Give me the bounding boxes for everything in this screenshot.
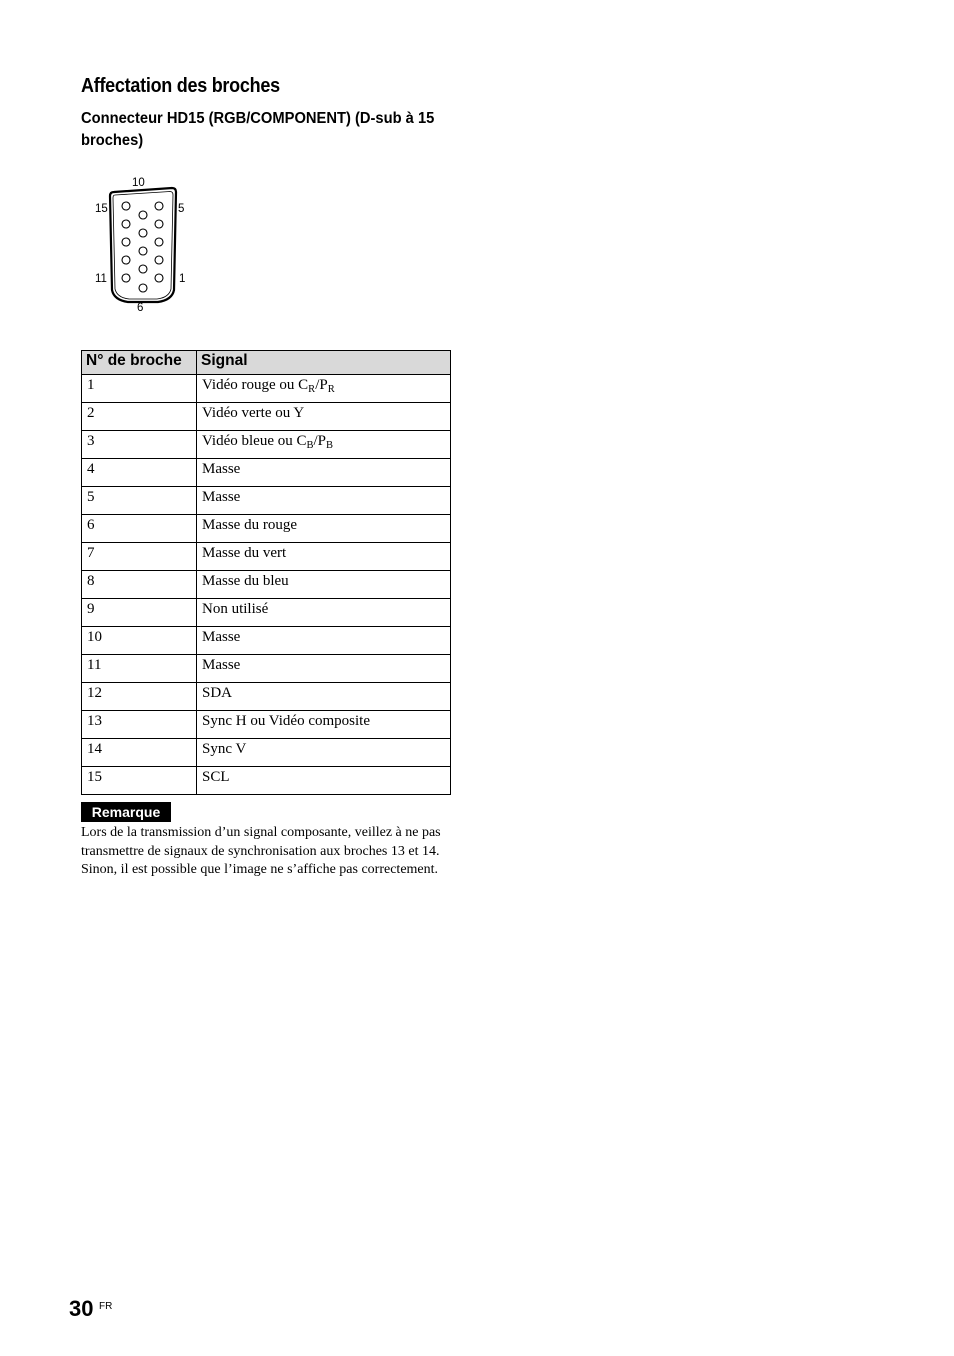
signal-text: Masse du vert [202, 545, 287, 561]
pin-hole [139, 229, 147, 237]
table-row [82, 599, 451, 627]
pin-hole [122, 238, 130, 246]
signal-text: Vidéo rouge ou C [202, 377, 309, 393]
section-heading: Affectation des broches [81, 75, 280, 97]
pin-number-cell: 2 [82, 403, 197, 431]
table-row [82, 543, 451, 571]
signal-cell [197, 403, 451, 431]
table-row [82, 655, 451, 683]
signal-cell [197, 599, 451, 627]
signal-text: Masse du rouge [202, 517, 297, 533]
pin-number-cell: 15 [82, 767, 197, 795]
pin-hole [155, 202, 163, 210]
signal-text: Sync V [202, 741, 247, 757]
pin-hole [139, 284, 147, 292]
pin-hole [155, 220, 163, 228]
pin-assignment-table [81, 350, 451, 795]
label-pin-6: 6 [137, 302, 144, 314]
label-pin-5: 5 [178, 203, 185, 215]
pin-hole [155, 274, 163, 282]
table-row [82, 711, 451, 739]
signal-separator: /P [315, 377, 328, 393]
pin-hole [139, 211, 147, 219]
pin-number-cell: 10 [82, 627, 197, 655]
signal-subscript: B [306, 440, 314, 451]
pin-number-cell: 11 [82, 655, 197, 683]
pin-hole [155, 238, 163, 246]
table-row [82, 627, 451, 655]
signal-text: Sync H ou Vidéo composite [202, 713, 370, 729]
pin-number-cell: 7 [82, 543, 197, 571]
pin-hole [139, 265, 147, 273]
signal-subscript: R [308, 384, 316, 395]
signal-subscript: B [326, 440, 334, 451]
table-header-row [82, 351, 451, 375]
signal-cell [197, 543, 451, 571]
pin-number-cell: 5 [82, 487, 197, 515]
note-label: Remarque [81, 802, 171, 822]
hd15-connector-diagram [88, 172, 198, 318]
table-row [82, 431, 451, 459]
table-row [82, 767, 451, 795]
pin-hole [155, 256, 163, 264]
pin-hole [122, 274, 130, 282]
pin-number-cell: 9 [82, 599, 197, 627]
page-number: 30 [69, 1296, 94, 1321]
note-text: Lors de la transmission d’un signal composante, veillez à ne pas transmettre de signaux de synchronisation aux broches 13 et 14. Sinon, il est possible que l’image ne s’affiche pas correctement. [81, 825, 441, 877]
signal-text: Masse [202, 629, 241, 645]
pin-number-cell: 4 [82, 459, 197, 487]
pin-hole [122, 202, 130, 210]
signal-cell [197, 375, 451, 403]
header-signal: Signal [197, 351, 451, 375]
pin-number-cell: 12 [82, 683, 197, 711]
page-language: FR [99, 1301, 113, 1312]
table-row [82, 571, 451, 599]
signal-cell [197, 627, 451, 655]
pin-number-cell: 13 [82, 711, 197, 739]
pin-holes [122, 202, 163, 292]
signal-cell [197, 515, 451, 543]
pin-hole [139, 247, 147, 255]
table-row [82, 403, 451, 431]
table-row [82, 739, 451, 767]
signal-text: Masse [202, 461, 241, 477]
signal-text: Vidéo bleue ou C [202, 433, 307, 449]
pin-number-cell: 14 [82, 739, 197, 767]
signal-text: Masse du bleu [202, 573, 289, 589]
header-pin-number: N° de broche [82, 351, 197, 375]
signal-cell [197, 683, 451, 711]
label-pin-1: 1 [179, 273, 186, 285]
table-row [82, 375, 451, 403]
pin-hole [122, 256, 130, 264]
signal-cell [197, 767, 451, 795]
table-row [82, 683, 451, 711]
signal-cell [197, 459, 451, 487]
signal-text: Masse [202, 657, 241, 673]
label-pin-11: 11 [95, 273, 107, 285]
pin-hole [122, 220, 130, 228]
signal-cell [197, 655, 451, 683]
pin-number-cell: 1 [82, 375, 197, 403]
table-row [82, 515, 451, 543]
signal-text: Non utilisé [202, 601, 269, 617]
signal-separator: /P [313, 433, 327, 449]
table-row [82, 487, 451, 515]
table-row [82, 459, 451, 487]
signal-cell [197, 487, 451, 515]
signal-subscript: R [327, 384, 335, 395]
pin-number-cell: 3 [82, 431, 197, 459]
signal-text: Vidéo verte ou Y [202, 405, 305, 421]
signal-text: Masse [202, 489, 241, 505]
signal-cell [197, 571, 451, 599]
pin-number-cell: 6 [82, 515, 197, 543]
signal-text: SDA [202, 685, 233, 701]
signal-cell [197, 711, 451, 739]
connector-subheading: Connecteur HD15 (RGB/COMPONENT) (D-sub à 15 broches) [81, 110, 435, 149]
signal-cell [197, 739, 451, 767]
label-pin-15: 15 [95, 203, 108, 215]
pin-number-cell: 8 [82, 571, 197, 599]
signal-cell [197, 431, 451, 459]
signal-text: SCL [202, 769, 230, 785]
label-pin-10: 10 [132, 177, 145, 189]
